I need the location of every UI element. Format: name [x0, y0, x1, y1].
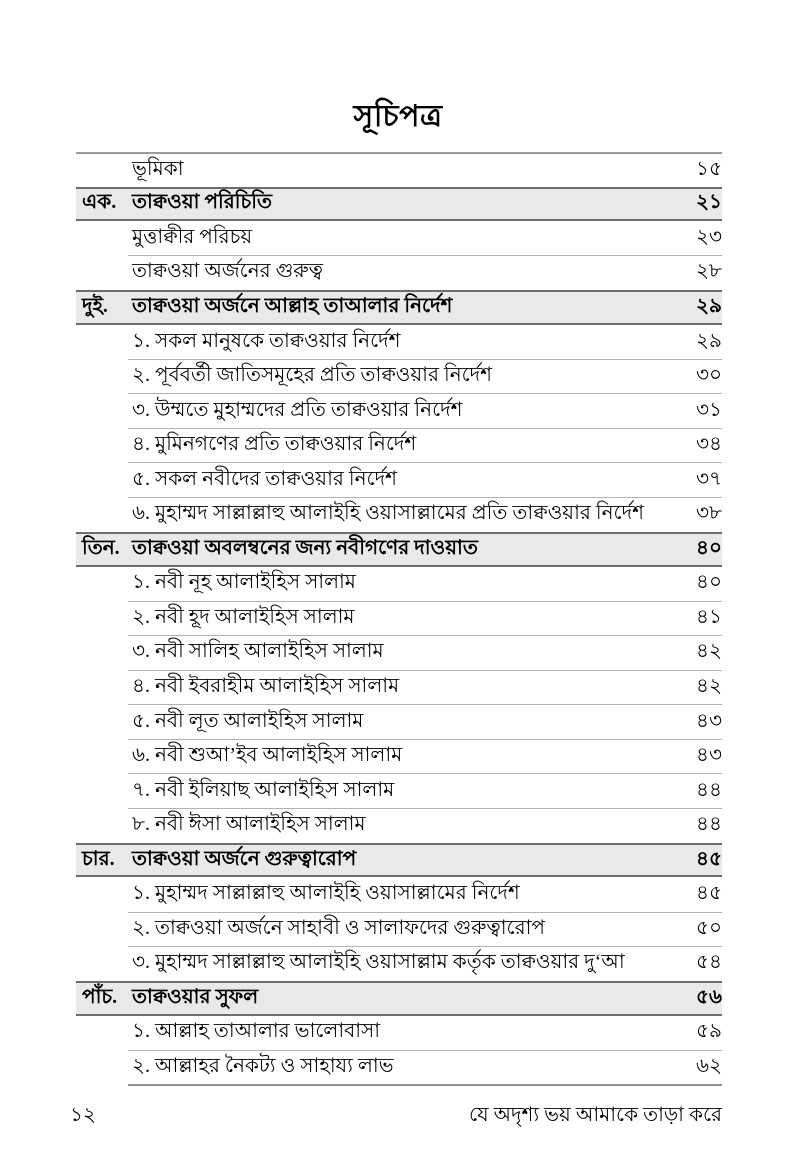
toc-row-page-number: ৬২ — [695, 1054, 722, 1077]
toc-row-title: মুত্তাক্বীর পরিচয় — [132, 225, 253, 248]
toc-row — [76, 636, 722, 671]
toc-row-page-number: ২৯ — [696, 294, 722, 317]
running-book-title: যে অদৃশ্য ভয় আমাকে তাড়া করে — [469, 1104, 722, 1126]
toc-row-title: ৬. নবী শুআ’ইব আলাইহিস সালাম — [132, 744, 403, 767]
toc-row-page-number: ৪০ — [696, 571, 722, 594]
toc-row-page-number: ৩০ — [695, 364, 722, 387]
toc-row-page-number: ৪৪ — [696, 813, 722, 836]
page-footer — [70, 1100, 722, 1133]
toc-row — [76, 256, 722, 291]
toc-row-page-number: ৪৫ — [696, 847, 722, 870]
toc-row-title: ১. আল্লাহ তাআলার ভালোবাসা — [132, 1020, 381, 1043]
toc-row-page-number: ৫৬ — [696, 985, 722, 1008]
toc-row-title: ৬. মুহাম্মদ সাল্লাল্লাহু আলাইহি ওয়াসাল্লামের প্রতি তাক্বওয়ার নির্দেশ — [132, 502, 644, 525]
toc-row — [76, 601, 722, 636]
toc-row-page-number: ৩৪ — [696, 433, 722, 456]
toc-row-title: ১. সকল মানুষকে তাক্বওয়ার নির্দেশ — [132, 329, 401, 352]
page-title: সূচিপত্র — [353, 100, 443, 133]
toc-row — [76, 532, 722, 567]
toc-row-title: তাক্বওয়া পরিচিতি — [132, 191, 273, 214]
toc-row — [76, 705, 722, 740]
toc-row-page-number: ৫৯ — [696, 1020, 722, 1043]
toc-row — [76, 567, 722, 602]
toc-row-title: ১. নবী নূহ আলাইহিস সালাম — [132, 571, 356, 594]
toc-row-page-number: ২৯ — [696, 329, 722, 352]
folio-page-number: ১২ — [70, 1104, 96, 1126]
toc-row-page-number: ৪০ — [696, 536, 722, 559]
toc-row — [76, 394, 722, 429]
toc-row-title: ৪. মুমিনগণের প্রতি তাক্বওয়ার নির্দেশ — [132, 433, 417, 456]
toc-row-title: ৩. নবী সালিহ আলাইহিস সালাম — [132, 640, 384, 663]
toc-row-title: ২. তাক্বওয়া অর্জনে সাহাবী ও সালাফদের গুরুত্বারোপ — [132, 916, 545, 939]
toc-row-page-number: ২৩ — [695, 225, 722, 248]
toc-row-page-number: ৪২ — [696, 674, 722, 697]
toc-row-title: ২. আল্লাহর নৈকট্য ও সাহায্য লাভ — [132, 1054, 394, 1077]
toc-row — [76, 463, 722, 498]
toc-row — [76, 290, 722, 325]
toc-row-page-number: ২৮ — [696, 260, 722, 283]
toc-row — [76, 187, 722, 222]
toc-row-title: ৩. মুহাম্মদ সাল্লাল্লাহু আলাইহি ওয়াসাল্লাম কর্তৃক তাক্বওয়ার দু‘আ — [132, 951, 625, 974]
toc-row — [76, 808, 722, 843]
toc-row-page-number: ৩৮ — [696, 502, 722, 525]
toc-row-title: তাক্বওয়া অর্জনে গুরুত্বারোপ — [132, 847, 357, 870]
toc-row — [76, 497, 722, 532]
toc-row — [76, 670, 722, 705]
toc-row-title: ভূমিকা — [132, 157, 184, 180]
toc-row-title: ৮. নবী ঈসা আলাইহিস সালাম — [132, 813, 366, 836]
toc-row — [76, 877, 722, 912]
toc-row-section-label: দুই. — [82, 294, 108, 317]
toc-row — [76, 739, 722, 774]
toc-row-page-number: ৪৫ — [696, 882, 722, 905]
table-of-contents — [76, 152, 722, 1085]
toc-row-page-number: ৪২ — [696, 640, 722, 663]
toc-row — [76, 981, 722, 1016]
toc-row-title: ২. নবী হূদ আলাইহিস সালাম — [132, 605, 355, 628]
toc-row-section-label: তিন. — [82, 536, 120, 559]
toc-row — [76, 774, 722, 809]
toc-row-page-number: ৪১ — [696, 605, 722, 628]
toc-row — [76, 947, 722, 982]
toc-row — [76, 325, 722, 360]
toc-row-page-number: ৪৪ — [696, 778, 722, 801]
toc-row — [76, 152, 722, 187]
toc-row-title: ৭. নবী ইলিয়াছ আলাইহিস সালাম — [132, 778, 395, 801]
toc-row — [76, 428, 722, 463]
toc-row-title: ৫. নবী লূত আলাইহিস সালাম — [132, 709, 364, 732]
toc-row-title: তাক্বওয়া অর্জনে আল্লাহ তাআলার নির্দেশ — [132, 294, 453, 317]
toc-row-title: ৪. নবী ইবরাহীম আলাইহিস সালাম — [132, 674, 400, 697]
toc-row-page-number: ৪৩ — [696, 709, 722, 732]
toc-row-title: ৫. সকল নবীদের তাক্বওয়ার নির্দেশ — [132, 467, 397, 490]
toc-row-page-number: ৪৩ — [696, 744, 722, 767]
toc-row-section-label: চার. — [82, 847, 115, 870]
toc-row — [76, 843, 722, 878]
toc-row — [76, 359, 722, 394]
toc-row-title: ১. মুহাম্মদ সাল্লাল্লাহু আলাইহি ওয়াসাল্লামের নির্দেশ — [132, 882, 520, 905]
toc-row-page-number: ২১ — [696, 191, 722, 214]
toc-row — [76, 1050, 722, 1085]
toc-row-section-label: এক. — [82, 191, 117, 214]
toc-row — [76, 912, 722, 947]
toc-row-page-number: ৩৭ — [695, 467, 722, 490]
toc-row-title: তাক্বওয়া অবলম্বনের জন্য নবীগণের দাওয়াত — [132, 536, 478, 559]
toc-row-page-number: ৩১ — [696, 398, 722, 421]
toc-row-page-number: ৫৪ — [696, 951, 722, 974]
toc-row-title: তাক্বওয়ার সুফল — [132, 985, 259, 1008]
toc-row — [76, 1016, 722, 1051]
toc-row-title: ২. পূর্ববর্তী জাতিসমূহের প্রতি তাক্বওয়ার নির্দেশ — [132, 364, 493, 387]
toc-row-title: ৩. উম্মতে মুহাম্মদের প্রতি তাক্বওয়ার নির্দেশ — [132, 398, 463, 421]
toc-row — [76, 221, 722, 256]
toc-row-section-label: পাঁচ. — [82, 985, 118, 1008]
toc-row-page-number: ৫০ — [696, 916, 722, 939]
toc-row-title: তাক্বওয়া অর্জনের গুরুত্ব — [132, 260, 323, 283]
toc-row-page-number: ১৫ — [696, 157, 722, 180]
